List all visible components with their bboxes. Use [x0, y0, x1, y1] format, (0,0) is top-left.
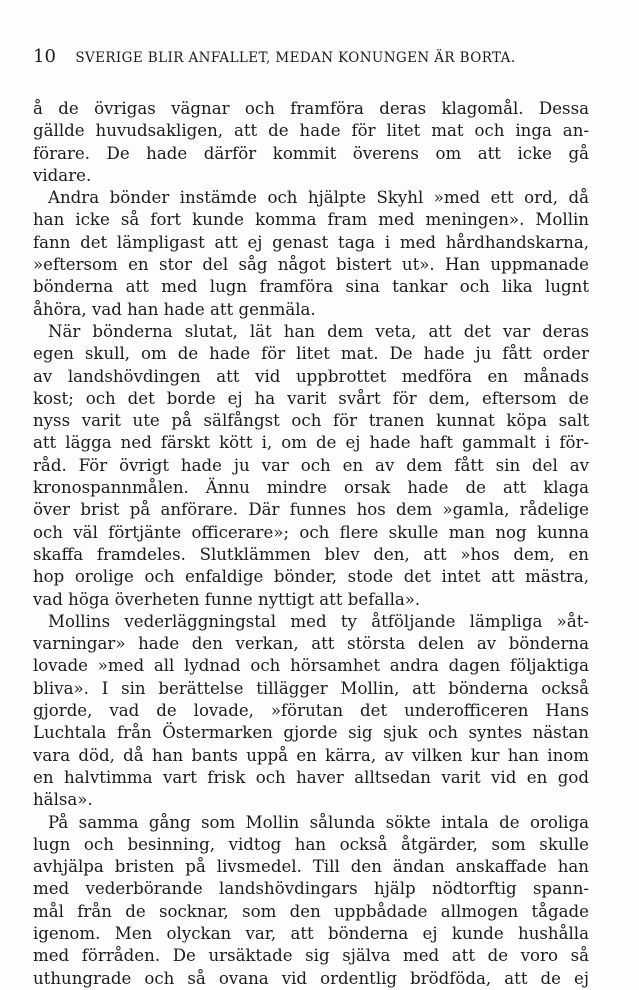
- text-line: gällde huvudsakligen, att de hade för litet mat och inga an-: [33, 121, 589, 141]
- text-line: av landshövdingen att vid uppbrottet medföra en månads: [33, 366, 589, 386]
- text-line: åhöra, vad han hade att genmäla.: [33, 299, 316, 319]
- text-line: vidare.: [33, 165, 92, 185]
- text-line: avhjälpa bristen på livsmedel. Till den ändan anskaffade han: [33, 857, 589, 877]
- page-number: 10: [33, 46, 56, 67]
- text-line: å de övrigas vägnar och framföra deras klagomål. Dessa: [33, 99, 589, 118]
- text-line: På samma gång som Mollin sålunda sökte intala de oroliga: [48, 812, 589, 832]
- text-line: gjorde, vad de lovade, »förutan det underofficeren Hans: [33, 701, 589, 721]
- text-line: skaffa framdeles. Slutklämmen blev den, att »hos dem, en: [33, 544, 589, 564]
- text-line: Mollins vederläggningstal med ty åtföljande lämpliga »åt-: [48, 611, 589, 631]
- text-line: mål från de socknar, som den uppbådade allmogen tågade: [33, 901, 589, 921]
- text-line: hälsa».: [33, 790, 93, 810]
- text-line: en halvtimma vart frisk och haver alltsedan varit vid en god: [33, 767, 589, 787]
- text-line: uthungrade och så ovana vid ordentlig brödföda, att de ej: [33, 968, 589, 988]
- text-line: förare. De hade därför kommit överens om att icke gå: [33, 143, 589, 163]
- text-line: att lägga ned färskt kött i, om de ej hade haft gammalt i för-: [33, 433, 589, 453]
- text-line: lovade »med all lydnad och hörsamhet andra dagen följaktiga: [33, 656, 589, 676]
- text-line: kronospannmålen. Ännu mindre orsak hade de att klaga: [33, 478, 589, 498]
- text-line: fann det lämpligast att ej genast taga i med hårdhandskarna,: [33, 232, 589, 252]
- running-title: SVERIGE BLIR ANFALLET, MEDAN KONUNGEN ÄR BORTA.: [75, 50, 516, 66]
- body-text: [33, 98, 589, 990]
- text-line: bliva». I sin berättelse tillägger Mollin, att bönderna också: [33, 678, 589, 698]
- text-line: med vederbörande landshövdingars hjälp nödtorftig spann-: [33, 879, 589, 899]
- text-line: han icke så fort kunde komma fram med meningen». Mollin: [33, 210, 589, 230]
- text-line: Luchtala från Östermarken gjorde sig sjuk och syntes nästan: [33, 723, 589, 743]
- text-line: Andra bönder instämde och hjälpte Skyhl »med ett ord, då: [48, 188, 589, 208]
- text-line: vad höga överheten funne nyttigt att befalla».: [33, 589, 421, 609]
- text-line: hop orolige och enfaldige bönder, stode det intet att mästra,: [33, 567, 589, 587]
- text-line: När bönderna slutat, lät han dem veta, att det var deras: [48, 321, 589, 341]
- text-line: varningar» hade den verkan, att största delen av bönderna: [33, 634, 589, 654]
- text-line: nyss varit ute på sälfångst och för tranen kunnat köpa salt: [33, 411, 589, 431]
- text-line: »eftersom en stor del såg något bistert ut». Han uppmanade: [33, 255, 589, 275]
- text-line: råd. För övrigt hade ju var och en av dem fått sin del av: [33, 455, 589, 475]
- text-line: kost; och det borde ej ha varit svårt för dem, eftersom de: [33, 388, 589, 408]
- text-line: och väl förtjänte officerare»; och flere skulle man nog kunna: [33, 522, 589, 542]
- text-line: bönderna att med lugn framföra sina tankar och lika lugnt: [33, 277, 589, 297]
- text-line: igenom. Men olyckan var, att bönderna ej kunde hushålla: [33, 923, 589, 943]
- text-line: lugn och besinning, vidtog han också åtgärder, som skulle: [33, 834, 589, 854]
- text-line: vara död, då han bants uppå en kärra, av vilken kur han inom: [33, 745, 589, 765]
- page-header: [33, 46, 585, 69]
- text-line: med förråden. De ursäktade sig själva med att de voro så: [33, 946, 589, 966]
- text-line: över brist på anförare. Där funnes hos dem »gamla, rådelige: [33, 500, 589, 520]
- text-line: egen skull, om de hade för litet mat. De hade ju fått order: [33, 344, 589, 364]
